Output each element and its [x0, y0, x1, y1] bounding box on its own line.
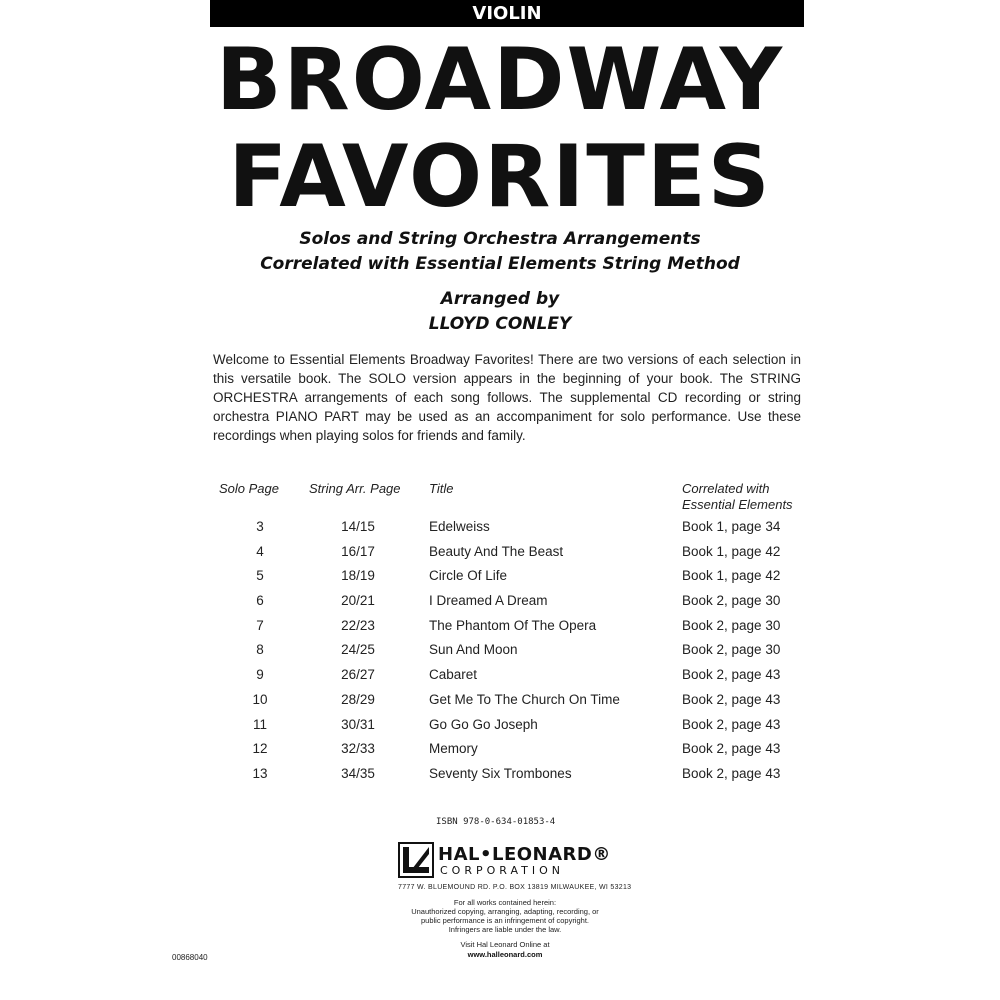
legal-line: Infringers are liable under the law.	[448, 925, 562, 934]
book-title-line1: BROADWAY	[215, 30, 785, 130]
correlation-cell: Book 2, page 43	[682, 741, 781, 757]
header-solo-page: Solo Page	[219, 481, 279, 496]
table-row	[200, 517, 820, 542]
song-title-cell: The Phantom Of The Opera	[429, 617, 597, 633]
intro-paragraph: Welcome to Essential Elements Broadway Favorites! There are two versions of each selection in this versatile book. The SOLO version appears in the beginning of your book. The STRING ORCHESTRA arrangements of each song follows. The supplemental CD recording or string orchestra PIANO PART may be used as an accompaniment for solo performance. Use these recordings when playing solos for friends and family.	[213, 352, 801, 443]
solo-page-cell: 9	[256, 667, 264, 683]
legal-line: For all works contained herein:	[453, 898, 557, 907]
header-correlated-line2: Essential Elements	[682, 497, 793, 512]
table-row	[200, 715, 820, 740]
solo-page-cell: 6	[256, 593, 264, 609]
song-title-cell: Edelweiss	[429, 519, 490, 534]
string-page-cell: 32/33	[341, 741, 375, 757]
song-title-cell: Memory	[429, 741, 478, 757]
solo-page-cell: 3	[256, 519, 264, 534]
correlation-cell: Book 2, page 30	[682, 617, 781, 633]
table-row	[200, 665, 820, 690]
correlation-cell: Book 2, page 30	[682, 593, 781, 609]
header-string-arr-page: String Arr. Page	[309, 481, 401, 496]
correlation-cell: Book 2, page 43	[682, 691, 781, 707]
visit-online-text: Visit Hal Leonard Online at	[460, 940, 550, 949]
copyright-notice	[370, 898, 640, 934]
header-correlated-line1: Correlated with	[682, 481, 770, 496]
hal-leonard-logo-icon	[398, 842, 434, 878]
song-title-cell: Beauty And The Beast	[429, 543, 564, 559]
table-row	[200, 739, 820, 764]
string-page-cell: 24/25	[341, 642, 375, 658]
catalog-number: 00868040	[172, 953, 208, 962]
instrument-banner: VIOLIN	[210, 0, 804, 27]
correlation-cell: Book 2, page 43	[682, 716, 781, 732]
website-link[interactable]: www.halleonard.com	[467, 950, 543, 959]
string-page-cell: 30/31	[341, 716, 375, 732]
solo-page-cell: 8	[256, 642, 264, 658]
string-page-cell: 28/29	[341, 691, 375, 707]
song-title-cell: Seventy Six Trombones	[429, 765, 572, 781]
string-page-cell: 34/35	[341, 765, 375, 781]
arranged-by-label: Arranged by	[440, 289, 560, 309]
book-title-line2: FAVORITES	[228, 127, 772, 227]
table-row	[200, 566, 820, 591]
table-row	[200, 640, 820, 665]
solo-page-cell: 12	[252, 741, 268, 757]
song-title-cell: Get Me To The Church On Time	[429, 691, 620, 707]
arranger-name: LLOYD CONLEY	[428, 314, 572, 334]
song-title-cell: Sun And Moon	[429, 642, 518, 658]
solo-page-cell: 13	[252, 765, 268, 781]
legal-line: Unauthorized copying, arranging, adapting, recording, or	[411, 907, 599, 916]
header-title: Title	[429, 481, 454, 496]
publisher-address: 7777 W. BLUEMOUND RD. P.O. BOX 13819 MILWAUKEE, WI 53213	[398, 884, 632, 891]
song-title-cell: Circle Of Life	[429, 568, 508, 584]
isbn: ISBN 978-0-634-01853-4	[436, 817, 556, 827]
legal-line: public performance is an infringement of copyright.	[420, 916, 589, 925]
correlation-cell: Book 1, page 42	[682, 568, 781, 584]
publisher-corporation: CORPORATION	[440, 864, 564, 877]
solo-page-cell: 11	[252, 716, 267, 732]
table-row	[200, 542, 820, 567]
song-title-cell: Cabaret	[429, 667, 478, 683]
table-row	[200, 690, 820, 715]
string-page-cell: 26/27	[341, 667, 375, 683]
song-title-cell: I Dreamed A Dream	[429, 593, 548, 609]
correlation-cell: Book 1, page 34	[682, 519, 781, 534]
correlation-cell: Book 2, page 30	[682, 642, 781, 658]
table-row	[200, 616, 820, 641]
correlation-cell: Book 1, page 42	[682, 543, 781, 559]
table-row	[200, 591, 820, 616]
string-page-cell: 20/21	[341, 593, 375, 609]
header-correlated	[682, 481, 793, 513]
publisher-name: HAL•LEONARD®	[438, 844, 611, 865]
correlation-cell: Book 2, page 43	[682, 667, 781, 683]
song-title-cell: Go Go Go Joseph	[429, 716, 538, 732]
solo-page-cell: 10	[252, 691, 268, 707]
string-page-cell: 18/19	[341, 568, 375, 584]
solo-page-cell: 5	[256, 568, 264, 584]
solo-page-cell: 4	[256, 543, 264, 559]
string-page-cell: 14/15	[341, 519, 375, 534]
table-row	[200, 764, 820, 789]
subtitle-line1: Solos and String Orchestra Arrangements	[299, 229, 701, 249]
string-page-cell: 22/23	[341, 617, 375, 633]
correlation-cell: Book 2, page 43	[682, 765, 781, 781]
subtitle-line2: Correlated with Essential Elements String Method	[260, 254, 740, 274]
contents-table	[200, 517, 820, 789]
solo-page-cell: 7	[256, 617, 264, 633]
string-page-cell: 16/17	[341, 543, 375, 559]
